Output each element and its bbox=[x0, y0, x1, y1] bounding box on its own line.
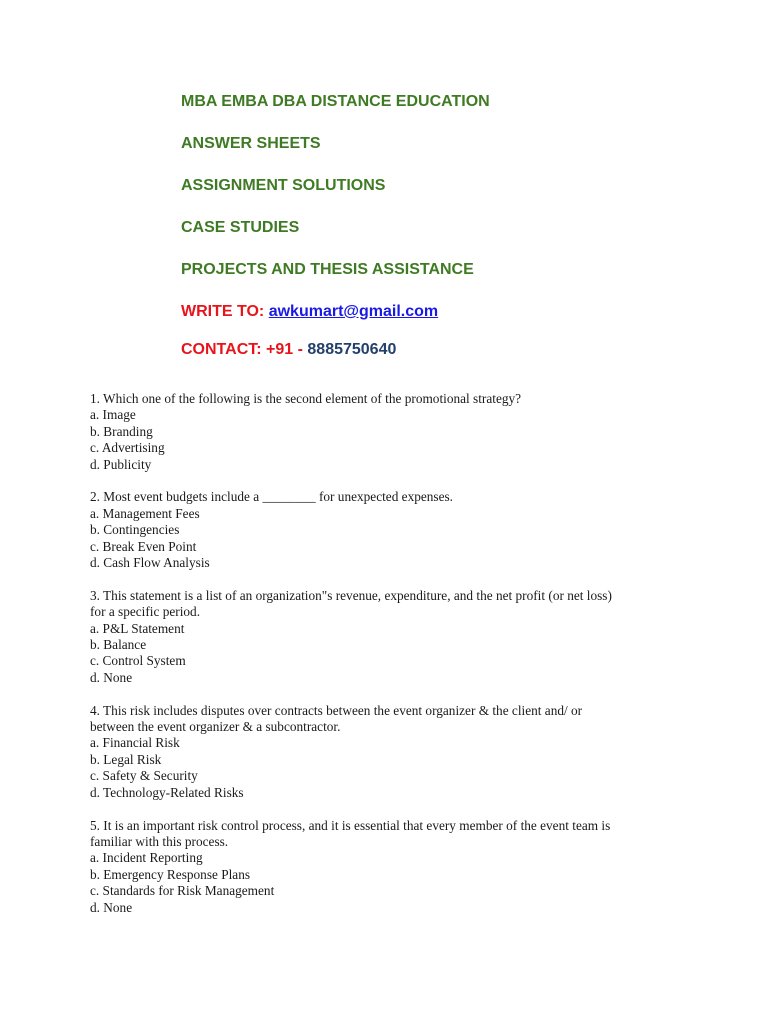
answer-option: c. Advertising bbox=[90, 440, 165, 456]
answer-option: b. Balance bbox=[90, 637, 147, 653]
answer-option: b. Emergency Response Plans bbox=[90, 866, 251, 882]
heading-answer-sheets: ANSWER SHEETS bbox=[181, 135, 321, 152]
question-block bbox=[90, 391, 650, 473]
answer-option: b. Contingencies bbox=[90, 522, 180, 538]
heading-projects-thesis: PROJECTS AND THESIS ASSISTANCE bbox=[181, 261, 474, 278]
question-list bbox=[90, 391, 650, 932]
answer-option: d. Publicity bbox=[90, 456, 152, 472]
question-text: 2. Most event budgets include a ________ for unexpected expenses. bbox=[90, 489, 453, 505]
question-text: 1. Which one of the following is the second element of the promotional strategy? bbox=[90, 391, 522, 406]
answer-option: c. Safety & Security bbox=[90, 768, 198, 784]
answer-option: c. Break Even Point bbox=[90, 538, 197, 554]
answer-option: a. Management Fees bbox=[90, 505, 200, 521]
answer-option: a. P&L Statement bbox=[90, 620, 185, 636]
question-text: familiar with this process. bbox=[90, 833, 229, 849]
answer-option: d. Technology-Related Risks bbox=[90, 784, 244, 800]
question-block bbox=[90, 818, 650, 916]
contact-line bbox=[181, 340, 661, 360]
heading-distance-education: MBA EMBA DBA DISTANCE EDUCATION bbox=[181, 93, 490, 110]
answer-option: d. Cash Flow Analysis bbox=[90, 555, 210, 571]
answer-option: c. Control System bbox=[90, 653, 186, 669]
answer-option: b. Legal Risk bbox=[90, 751, 162, 767]
answer-option: b. Branding bbox=[90, 423, 153, 439]
question-text: between the event organizer & a subcontractor. bbox=[90, 719, 341, 735]
heading-assignment-solutions: ASSIGNMENT SOLUTIONS bbox=[181, 177, 386, 194]
answer-option: d. None bbox=[90, 899, 133, 915]
write-to-label: WRITE TO: bbox=[181, 303, 265, 320]
question-block bbox=[90, 588, 650, 686]
contact-label: CONTACT: +91 - bbox=[181, 341, 303, 358]
email-link[interactable]: awkumart@gmail.com bbox=[268, 303, 439, 320]
question-text: 3. This statement is a list of an organization"s revenue, expenditure, and the net profit (or net loss) bbox=[90, 587, 612, 603]
question-text: for a specific period. bbox=[90, 604, 201, 620]
answer-option: a. Financial Risk bbox=[90, 735, 180, 751]
question-text: 5. It is an important risk control process, and it is essential that every member of the event team is bbox=[90, 817, 611, 833]
question-text: 4. This risk includes disputes over contracts between the event organizer & the client and/ or bbox=[90, 702, 583, 718]
advertisement-header bbox=[181, 92, 661, 378]
question-block bbox=[90, 489, 650, 571]
answer-option: c. Standards for Risk Management bbox=[90, 883, 275, 899]
answer-option: a. Image bbox=[90, 407, 136, 423]
answer-option: d. None bbox=[90, 669, 133, 685]
phone-number: 8885750640 bbox=[307, 341, 397, 358]
answer-option: a. Incident Reporting bbox=[90, 850, 203, 866]
write-to-line bbox=[181, 302, 661, 322]
heading-case-studies: CASE STUDIES bbox=[181, 219, 300, 236]
question-block bbox=[90, 703, 650, 801]
